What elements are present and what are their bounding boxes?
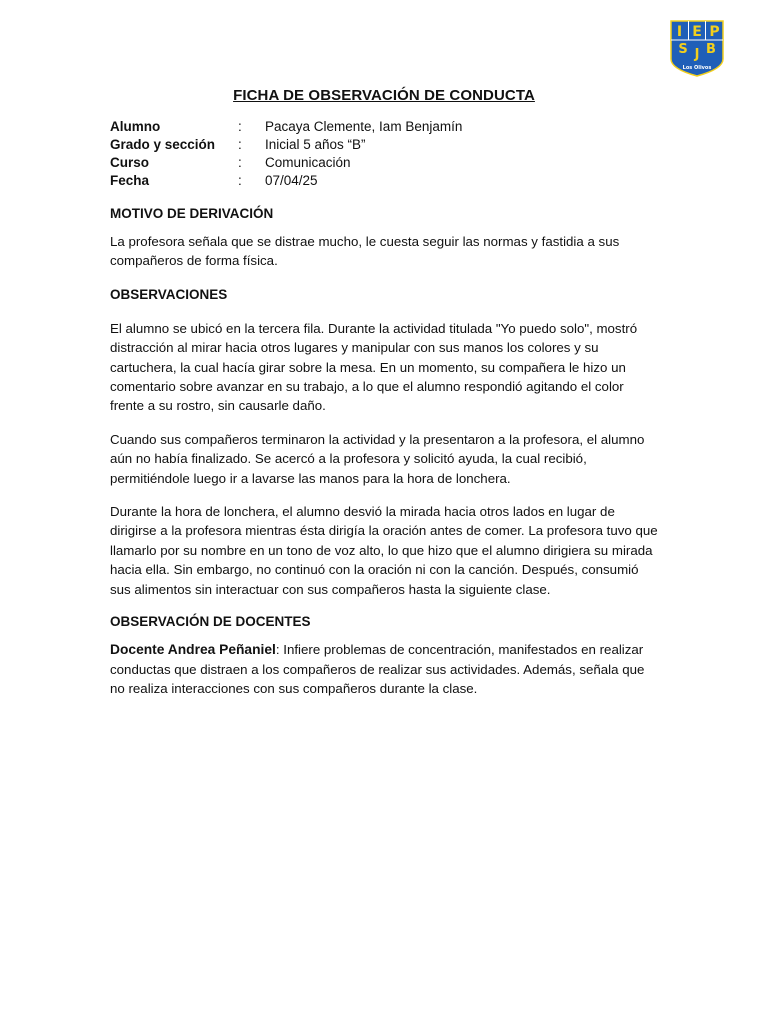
logo-letter-p: P	[709, 24, 720, 40]
logo-letter-s: S	[678, 42, 688, 57]
info-row-fecha	[110, 172, 660, 190]
info-value: Pacaya Clemente, Iam Benjamín	[265, 119, 463, 134]
logo-letter-j: J	[694, 47, 700, 62]
student-info	[110, 118, 660, 190]
teacher-name: Docente Andrea Peñaniel	[110, 642, 276, 658]
info-row-alumno	[110, 118, 660, 136]
info-label: Fecha	[110, 173, 150, 188]
teacher-observation-paragraph	[110, 640, 660, 698]
info-value: Comunicación	[265, 155, 351, 170]
section-heading-docentes: OBSERVACIÓN DE DOCENTES	[110, 614, 311, 630]
document-title: FICHA DE OBSERVACIÓN DE CONDUCTA	[233, 87, 535, 104]
info-row-curso	[110, 154, 660, 172]
logo-caption: Los Olivos	[682, 65, 712, 71]
observation-paragraph-2: Cuando sus compañeros terminaron la actividad y la presentaron a la profesora, el alumno aún no había finalizado. Se acercó a la profesora y solicitó ayuda, la cual recibió, permitiéndole luego ir a lavarse las manos para la hora de lonchera.	[110, 431, 645, 486]
observation-paragraph-1: El alumno se ubicó en la tercera fila. Durante la actividad titulada "Yo puedo solo", mostró distracción al mirar hacia otros lugares y manipular con sus manos los colores y su cartuchera, la cual hacía girar sobre la mesa. En un momento, su compañera le hizo un comentario sobre avanzar en su trabajo, a lo que el alumno respondió agitando el color frente a su rostro, sin causarle daño.	[110, 320, 638, 414]
logo-letter-b: B	[706, 42, 716, 57]
info-separator: :	[238, 137, 242, 152]
info-label: Curso	[110, 155, 150, 170]
info-label: Grado y sección	[110, 137, 216, 152]
observation-paragraph-3: Durante la hora de lonchera, el alumno desvió la mirada hacia otros lados en lugar de dirigirse a la profesora mientras ésta dirigía la oración antes de comer. La profesora tuvo que llamarlo por su nombre en un tono de voz alto, lo que hizo que el alumno dirigiera su mirada hacia ella. Sin embargo, no continuó con la oración ni con la canción. Después, consumió sus alimentos sin interactuar con sus compañeros hasta la siguiente clase.	[110, 504, 658, 597]
section-heading-motivo: MOTIVO DE DERIVACIÓN	[110, 206, 274, 221]
info-value: 07/04/25	[265, 173, 318, 188]
section-heading-observaciones: OBSERVACIONES	[110, 286, 228, 302]
info-separator: :	[238, 119, 242, 134]
teacher-observation-text: : Infiere problemas de concentración, manifestados en realizar conductas que distraen a los compañeros de realizar sus actividades. Además, señala que no realiza interacciones con sus compañeros durante la clase.	[110, 642, 645, 696]
info-value: Inicial 5 años “B”	[265, 137, 366, 152]
info-row-grado	[110, 136, 660, 154]
info-separator: :	[238, 155, 242, 170]
document-body	[110, 118, 660, 698]
info-separator: :	[238, 173, 242, 188]
info-label: Alumno	[110, 119, 161, 134]
motivo-paragraph: La profesora señala que se distrae mucho, le cuesta seguir las normas y fastidia a sus compañeros de forma física.	[110, 234, 620, 269]
logo-letter-e: E	[692, 24, 702, 40]
school-logo	[669, 19, 725, 77]
logo-letter-i: I	[676, 24, 683, 40]
